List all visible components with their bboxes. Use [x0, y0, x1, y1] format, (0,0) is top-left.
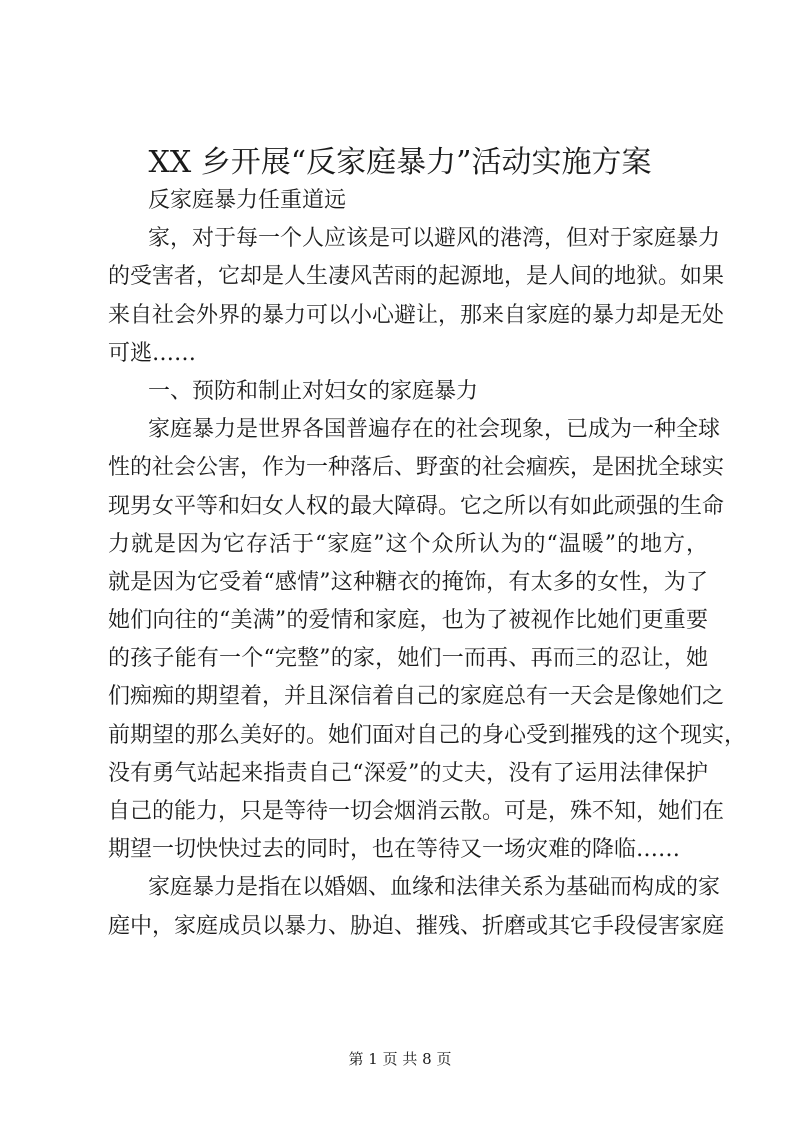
paragraph-line: 她们向往的“美满”的爱情和家庭，也为了被视作比她们更重要: [108, 608, 708, 634]
page-footer: 第 1 页 共 8 页: [348, 1050, 452, 1068]
paragraph-line: 没有勇气站起来指责自己“深爱”的丈夫，没有了运用法律保护: [108, 760, 708, 786]
paragraph-line: 的受害者，它却是人生凄风苦雨的起源地，是人间的地狱。如果: [108, 264, 725, 290]
section-heading: 一、预防和制止对妇女的家庭暴力: [148, 378, 479, 404]
paragraph-line: 前期望的那么美好的。她们面对自己的身心受到摧残的这个现实，: [108, 722, 747, 748]
document-body: [108, 182, 747, 946]
paragraph-line: 庭中，家庭成员以暴力、胁迫、摧残、折磨或其它手段侵害家庭: [108, 913, 725, 939]
paragraph-line: 的孩子能有一个“完整”的家，她们一而再、再而三的忍让，她: [108, 646, 708, 672]
paragraph-line: 自己的能力，只是等待一切会烟消云散。可是，殊不知，她们在: [108, 799, 725, 824]
paragraph-line: 可逃……: [108, 340, 197, 366]
paragraph-line: 期望一切快快过去的同时，也在等待又一场灾难的降临……: [108, 837, 681, 863]
paragraph-line: 家庭暴力是世界各国普遍存在的社会现象，已成为一种全球: [148, 417, 721, 443]
paragraph-line: 来自社会外界的暴力可以小心避让，那来自家庭的暴力却是无处: [108, 302, 725, 328]
paragraph-line: 家，对于每一个人应该是可以避风的港湾，但对于家庭暴力: [148, 226, 721, 252]
paragraph-line: 性的社会公害，作为一种落后、野蛮的社会痼疾，是困扰全球实: [108, 455, 725, 481]
paragraph-line: 力就是因为它存活于“家庭”这个众所认为的“温暖”的地方，: [108, 531, 708, 557]
paragraph-line: 家庭暴力是指在以婚姻、血缘和法律关系为基础而构成的家: [148, 875, 721, 901]
paragraph-line: 们痴痴的期望着，并且深信着自己的家庭总有一天会是像她们之: [108, 684, 725, 710]
section-heading: 反家庭暴力任重道远: [148, 188, 347, 213]
document-title: XX 乡开展“反家庭暴力”活动实施方案: [148, 145, 652, 180]
paragraph-line: 现男女平等和妇女人权的最大障碍。它之所以有如此顽强的生命: [108, 493, 725, 519]
paragraph-line: 就是因为它受着“感情”这种糖衣的掩饰，有太多的女性，为了: [108, 569, 708, 595]
